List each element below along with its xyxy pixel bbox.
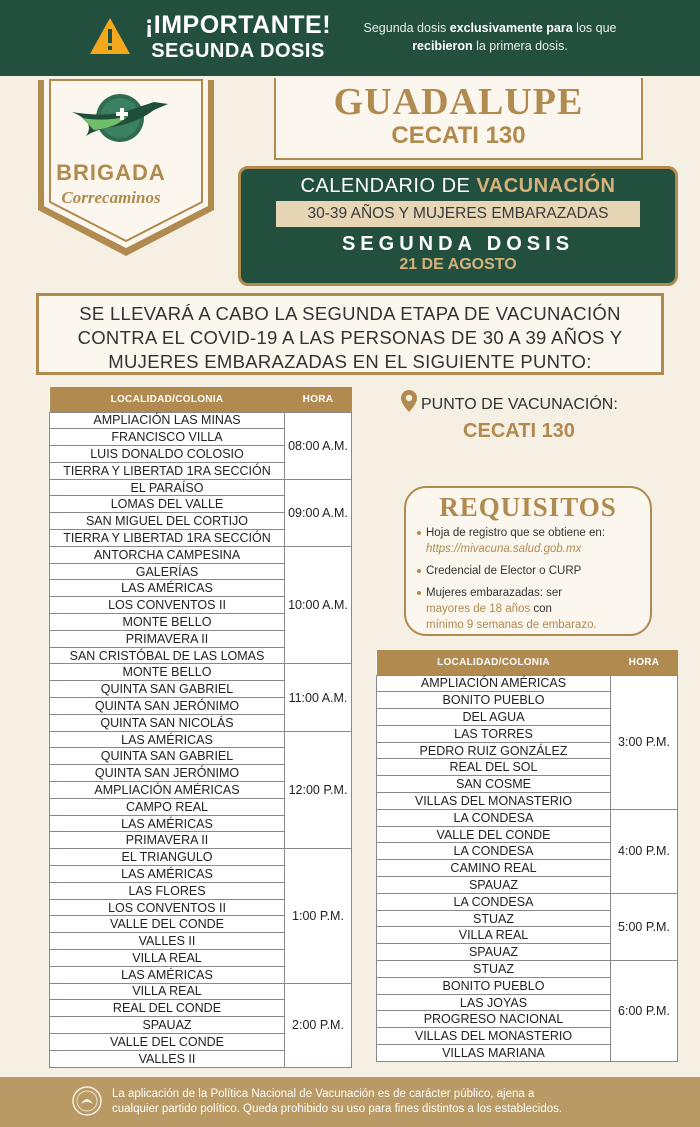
announcement-line1: SE LLEVARÁ A CABO LA SEGUNDA ETAPA DE VACUNACIÓN	[79, 303, 621, 324]
localidad-cell: SPAUAZ	[377, 944, 611, 961]
announcement-line2: CONTRA EL COVID-19 A LAS PERSONAS DE 30 A 39 AÑOS Y	[77, 327, 623, 348]
table-row	[50, 849, 352, 866]
calendar-title	[241, 175, 675, 198]
localidad-cell: VILLA REAL	[50, 950, 285, 967]
localidad-cell: CAMINO REAL	[377, 860, 611, 877]
vaccination-point-label: PUNTO DE VACUNACIÓN:	[421, 396, 618, 413]
registration-url-link[interactable]: https://mivacuna.salud.gob.mx	[426, 543, 582, 555]
localidad-cell: CAMPO REAL	[50, 798, 285, 815]
localidad-cell: AMPLIACIÓN AMÉRICAS	[50, 782, 285, 799]
top-banner	[0, 0, 700, 76]
footer-disclaimer	[0, 1077, 700, 1127]
localidad-cell: GALERÍAS	[50, 563, 285, 580]
calendar-prefix: CALENDARIO DE	[300, 175, 477, 197]
localidad-cell: LAS JOYAS	[377, 994, 611, 1011]
vaccination-date: 21 DE AGOSTO	[399, 256, 517, 273]
localidad-cell: REAL DEL CONDE	[50, 1000, 285, 1017]
table-row	[377, 675, 678, 692]
localidad-cell: LA CONDESA	[377, 843, 611, 860]
announcement-box	[36, 293, 664, 375]
age-group-band: 30-39 AÑOS Y MUJERES EMBARAZADAS	[276, 201, 640, 227]
column-header-hora: HORA	[285, 387, 352, 412]
localidad-cell: SPAUAZ	[50, 1017, 285, 1034]
localidad-cell: VILLAS DEL MONASTERIO	[377, 1028, 611, 1045]
requirement-highlight: mayores de 18 años	[426, 603, 531, 615]
localidad-cell: LAS AMÉRICAS	[50, 580, 285, 597]
table-row	[50, 479, 352, 496]
place-box	[274, 78, 643, 160]
announcement-line3: MUJERES EMBARAZADAS EN EL SIGUIENTE PUNTO:	[108, 351, 592, 372]
localidad-cell: MONTE BELLO	[50, 614, 285, 631]
hora-cell: 1:00 P.M.	[285, 849, 352, 983]
disclaimer-line2: cualquier partido político. Queda prohibido su uso para fines distintos a los establecidos.	[112, 1103, 563, 1115]
localidad-cell: LA CONDESA	[377, 809, 611, 826]
localidad-cell: SAN CRISTÓBAL DE LAS LOMAS	[50, 647, 285, 664]
brand-subname: Correcaminos	[61, 188, 161, 207]
table-row	[377, 809, 678, 826]
table-row	[50, 664, 352, 681]
important-title	[138, 12, 338, 64]
table-row	[50, 546, 352, 563]
localidad-cell: MONTE BELLO	[50, 664, 285, 681]
hora-cell: 6:00 P.M.	[611, 961, 678, 1062]
roadrunner-icon	[68, 88, 172, 152]
hora-cell: 3:00 P.M.	[611, 675, 678, 809]
table-row	[377, 961, 678, 978]
localidad-cell: LAS TORRES	[377, 725, 611, 742]
important-title-line2: SEGUNDA DOSIS	[151, 40, 325, 62]
localidad-cell: LAS AMÉRICAS	[50, 866, 285, 883]
disclaimer-text	[112, 1087, 652, 1117]
localidad-cell: QUINTA SAN GABRIEL	[50, 748, 285, 765]
column-header-hora: HORA	[611, 650, 678, 675]
localidad-cell: VALLE DEL CONDE	[50, 1033, 285, 1050]
localidad-cell: VILLA REAL	[50, 983, 285, 1000]
note-text-3: la primera dosis.	[472, 39, 568, 53]
municipality-title: GUADALUPE	[333, 81, 584, 123]
requirements-box	[404, 486, 652, 636]
requirement-text: Mujeres embarazadas: ser	[426, 587, 563, 599]
localidad-cell: QUINTA SAN NICOLÁS	[50, 714, 285, 731]
localidad-cell: LAS AMÉRICAS	[50, 731, 285, 748]
brand-name: BRIGADA	[56, 160, 166, 185]
localidad-cell: SPAUAZ	[377, 877, 611, 894]
localidad-cell: SAN COSME	[377, 776, 611, 793]
vaccination-point-name: CECATI 130	[463, 420, 575, 442]
localidad-cell: VILLAS MARIANA	[377, 1045, 611, 1062]
hora-cell: 09:00 A.M.	[285, 479, 352, 546]
warning-triangle-icon	[88, 16, 132, 56]
localidad-cell: LA CONDESA	[377, 893, 611, 910]
localidad-cell: BONITO PUEBLO	[377, 692, 611, 709]
localidad-cell: EL PARAÍSO	[50, 479, 285, 496]
note-bold-1: exclusivamente para	[449, 21, 573, 35]
localidad-cell: STUAZ	[377, 910, 611, 927]
second-dose-note	[360, 19, 620, 55]
localidad-cell: EL TRIANGULO	[50, 849, 285, 866]
table-row	[50, 412, 352, 429]
note-bold-2: recibieron	[412, 39, 473, 53]
requirement-text: Credencial de Elector o CURP	[426, 565, 582, 577]
localidad-cell: LAS FLORES	[50, 882, 285, 899]
requirement-item	[426, 525, 650, 557]
localidad-cell: LAS AMÉRICAS	[50, 966, 285, 983]
requirement-item	[426, 563, 650, 579]
table-row	[50, 983, 352, 1000]
table-row	[377, 893, 678, 910]
schedule-table-afternoon	[376, 650, 678, 1062]
localidad-cell: ANTORCHA CAMPESINA	[50, 546, 285, 563]
requirements-title: REQUISITOS	[439, 492, 617, 522]
localidad-cell: QUINTA SAN JERÓNIMO	[50, 765, 285, 782]
localidad-cell: VILLA REAL	[377, 927, 611, 944]
requirement-text: Hoja de registro que se obtiene en:	[426, 527, 606, 539]
hora-cell: 08:00 A.M.	[285, 412, 352, 479]
localidad-cell: FRANCISCO VILLA	[50, 429, 285, 446]
localidad-cell: PRIMAVERA II	[50, 630, 285, 647]
localidad-cell: SAN MIGUEL DEL CORTIJO	[50, 513, 285, 530]
hora-cell: 12:00 P.M.	[285, 731, 352, 849]
localidad-cell: AMPLIACIÓN AMÉRICAS	[377, 675, 611, 692]
calendar-bold: VACUNACIÓN	[476, 175, 616, 197]
localidad-cell: BONITO PUEBLO	[377, 977, 611, 994]
localidad-cell: LOS CONVENTOS II	[50, 899, 285, 916]
localidad-cell: VALLE DEL CONDE	[377, 826, 611, 843]
hora-cell: 11:00 A.M.	[285, 664, 352, 731]
requirement-item	[426, 585, 650, 633]
localidad-cell: LUIS DONALDO COLOSIO	[50, 446, 285, 463]
localidad-cell: AMPLIACIÓN LAS MINAS	[50, 412, 285, 429]
note-text-2: los que	[572, 21, 617, 35]
column-header-localidad: LOCALIDAD/COLONIA	[50, 387, 285, 412]
localidad-cell: PRIMAVERA II	[50, 832, 285, 849]
localidad-cell: LAS AMÉRICAS	[50, 815, 285, 832]
localidad-cell: TIERRA Y LIBERTAD 1RA SECCIÓN	[50, 462, 285, 479]
localidad-cell: VALLES II	[50, 1050, 285, 1067]
hora-cell: 2:00 P.M.	[285, 983, 352, 1067]
table-row	[50, 731, 352, 748]
column-header-localidad: LOCALIDAD/COLONIA	[377, 650, 611, 675]
hora-cell: 10:00 A.M.	[285, 546, 352, 664]
localidad-cell: LOMAS DEL VALLE	[50, 496, 285, 513]
localidad-cell: QUINTA SAN GABRIEL	[50, 681, 285, 698]
requirement-highlight: mínimo 9 semanas de embarazo.	[426, 619, 597, 631]
localidad-cell: REAL DEL SOL	[377, 759, 611, 776]
important-title-line1: ¡IMPORTANTE!	[144, 11, 332, 39]
schedule-table-morning	[49, 387, 352, 1068]
disclaimer-line1: La aplicación de la Política Nacional de Vacunación es de carácter público, ajena a	[112, 1088, 535, 1100]
localidad-cell: TIERRA Y LIBERTAD 1RA SECCIÓN	[50, 530, 285, 547]
hora-cell: 4:00 P.M.	[611, 809, 678, 893]
localidad-cell: PEDRO RUIZ GONZÁLEZ	[377, 742, 611, 759]
map-pin-icon	[401, 390, 417, 412]
government-seal-icon	[72, 1086, 102, 1116]
note-text-1: Segunda dosis	[363, 21, 450, 35]
localidad-cell: PROGRESO NACIONAL	[377, 1011, 611, 1028]
calendar-box	[238, 166, 678, 286]
center-title: CECATI 130	[391, 122, 526, 149]
requirement-text: con	[530, 603, 552, 615]
localidad-cell: DEL AGUA	[377, 709, 611, 726]
localidad-cell: VALLES II	[50, 933, 285, 950]
localidad-cell: VALLE DEL CONDE	[50, 916, 285, 933]
localidad-cell: STUAZ	[377, 961, 611, 978]
localidad-cell: VILLAS DEL MONASTERIO	[377, 793, 611, 810]
dose-title: SEGUNDA DOSIS	[341, 233, 575, 255]
hora-cell: 5:00 P.M.	[611, 893, 678, 960]
localidad-cell: QUINTA SAN JERÓNIMO	[50, 698, 285, 715]
localidad-cell: LOS CONVENTOS II	[50, 597, 285, 614]
